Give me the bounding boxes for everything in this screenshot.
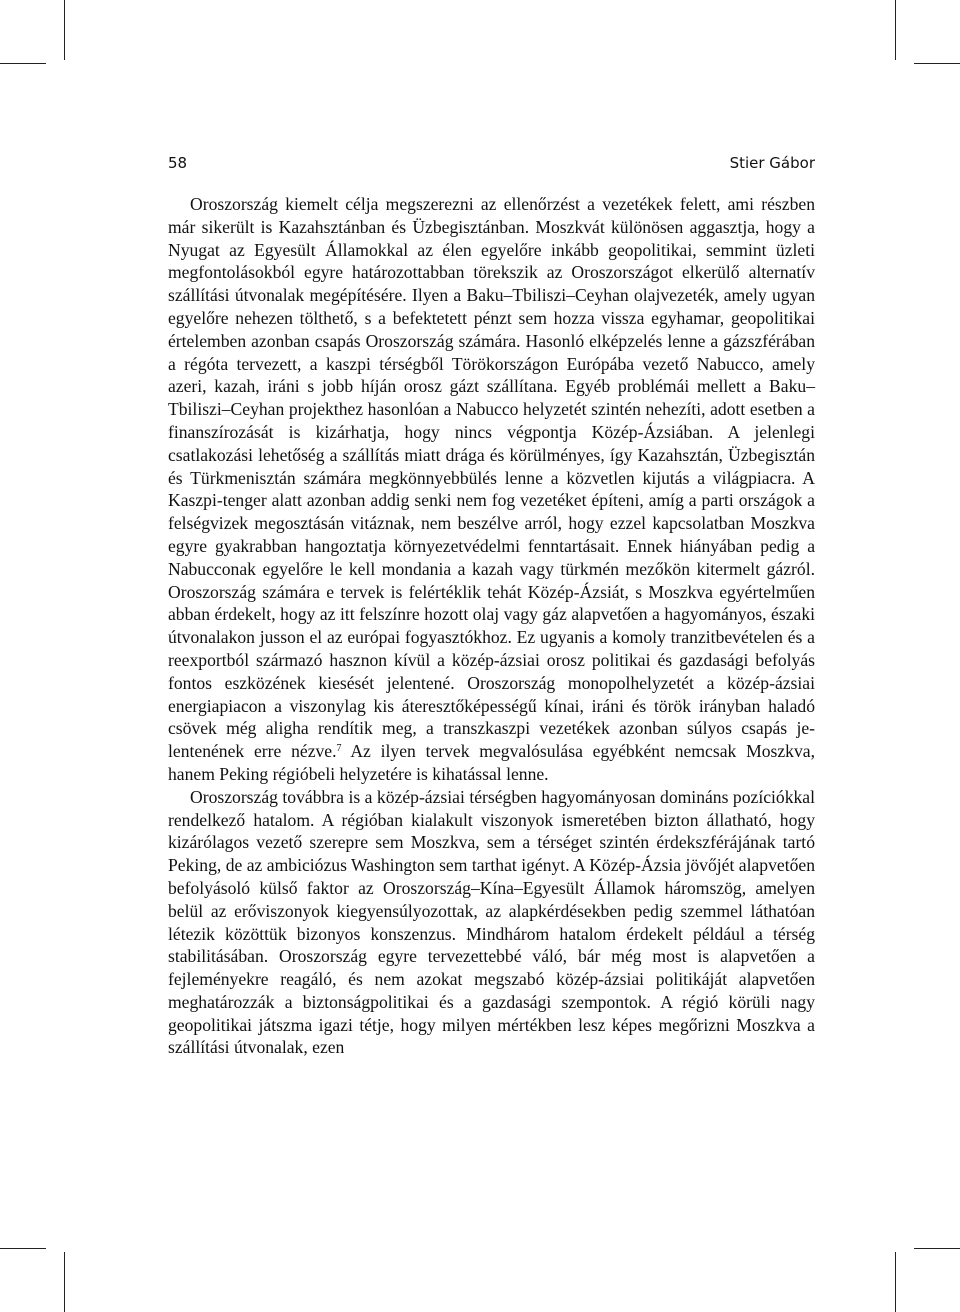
crop-mark-top-left-vertical — [64, 0, 65, 60]
crop-mark-bottom-left-horizontal — [0, 1248, 46, 1249]
crop-mark-top-right-horizontal — [914, 63, 960, 64]
paragraph-1-text-a: Oroszország kiemelt célja megszerezni az ellenőrzést a vezetékek felett, ami részben már sikerült is Kazahsztánban és Üzbegisztánban. Moszkvát különösen aggasztja, hogy a Nyugat az Egyesült Államokkal az élen egyelőre inkább geopolitikai, semmint üzleti megfontolásokból egyre határozottabban törekszik az Oroszországot elkerülő alternatív szállítási útvonalak megépítésére. Ilyen a Baku–Tbiliszi–Ceyhan olajvezeték, amely ugyan egyelőre nehezen tölthető, s a befektetett pénzt sem hozza vissza egyhamar, geopolitikai értelemben azonban csapás Oroszország számára. Hasonló elképzelés lenne a gázszférában a régóta tervezett, a kaszpi térségből Törökországon Európába vezető Nabucco, amely azeri, kazah, iráni s jobb híján orosz gázt szállítana. Egyéb problémái mellett a Baku–Tbiliszi–Ceyhan projekthez hasonlóan a Nabucco helyzetét szintén nehezíti, adott esetben a finanszírozását is kizárhatja, hogy nincs végpontja Közép-Ázsiában. A jelenlegi csatlakozási lehetőség a szállítás miatt drága és körülményes, így Kazahsztán, Üzbegisztán és Türkmenisztán számára megkönnyebbülés lenne a közvetlen kijutás a világpiacra. A Kaszpi-tenger alatt azonban addig senki nem fog vezetéket építeni, amíg a parti országok a felségvizek megosztásán vitáznak, nem beszélve arról, hogy ezzel kapcsolatban Moszkva egyre gyakrabban hangoztatja környezetvédelmi fenntartásait. Ennek hiányában pedig a Nabucconak egyelőre le kell mondania a kazah vagy türkmén mezőkön kitermelt gázról. Oroszország számára e tervek is felértéklik tehát Közép-Ázsiát, s Moszkva egyértelműen abban érdekelt, hogy az itt felszínre hozott olaj vagy gáz alapvetően a hagyományos, északi útvonalakon jusson el az európai fogyasztókhoz. Ez ugyanis a komoly tranzitbevételen és a reexportból származó hasznon kívül a közép-ázsiai orosz politikai és gazdasági befolyás fontos eszközének kiesését jelentené. Oroszország monopolhelyzetét a közép-ázsiai energiapiacon a viszonylag kis áteresztőképességű kínai, iráni és török irányban haladó csövek még aligha rendítik meg, a transzkaszpi vezetékek azonban súlyos csapás jelentenének erre nézve. — [168, 194, 815, 762]
footnote-reference: 7 — [336, 743, 342, 755]
crop-mark-bottom-right-vertical — [895, 1252, 896, 1312]
page-number: 58 — [168, 154, 188, 172]
paragraph-1 — [168, 193, 815, 786]
paragraph-2: Oroszország továbbra is a közép-ázsiai térségben hagyományosan domináns pozíciókkal rendelkező hatalom. A régióban kialakult viszonyok ismeretében bizton állatható, hogy kizárólagos vezető szerepre sem Moszkva, sem a térséget szintén érdekszférájának tartó Peking, de az ambiciózus Washington sem tarthat igényt. A Közép-Ázsia jövőjét alapvetően befolyásoló külső faktor az Oroszország–Kína–Egyesült Államok háromszög, amelyen belül az erőviszonyok kiegyensúlyozottak, az alapkérdésekben pedig szemmel láthatóan létezik közöttük bizonyos konszenzus. Mindhárom hatalom érdekelt például a térség stabilitásában. Oroszország egyre tervezettebbé váló, bár még most is alapvetően a fejleményekre reagáló, és nem azokat megszabó közép-ázsiai politikáját alapvetően meghatározzák a biztonságpolitikai és a gazdasági szempontok. A régió körüli nagy geopolitikai játszma igazi tétje, hogy milyen mértékben lesz képes megőrizni Moszkva a szállítási útvonalak, ezen — [168, 786, 815, 1058]
running-header — [168, 150, 815, 174]
crop-mark-bottom-left-vertical — [64, 1252, 65, 1312]
running-header-author: Stier Gábor — [729, 154, 815, 172]
crop-mark-bottom-right-horizontal — [914, 1248, 960, 1249]
crop-mark-top-right-vertical — [895, 0, 896, 60]
body-text — [168, 193, 815, 1059]
paragraph-1-text-b: Az ilyen tervek megvalósulása egyébként nemcsak Moszkva, hanem Peking régióbeli helyzetére is kihatással lenne. — [168, 741, 815, 784]
crop-mark-top-left-horizontal — [0, 63, 46, 64]
